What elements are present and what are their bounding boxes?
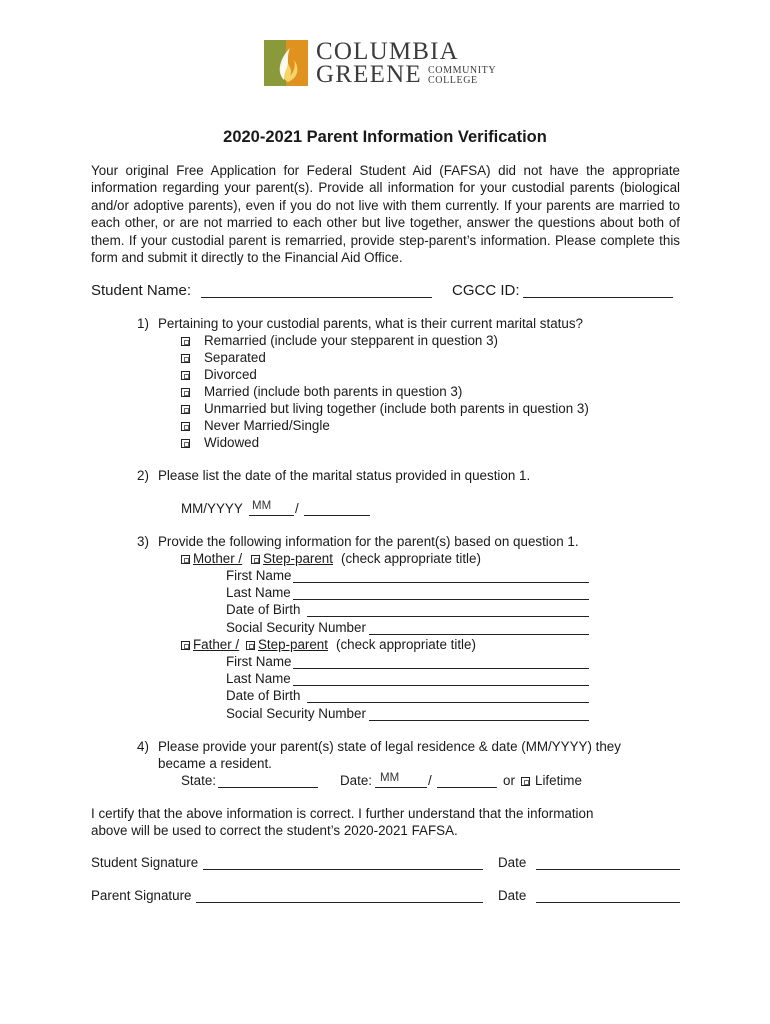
q1-option-remarried: Remarried (include your stepparent in question 3) <box>204 333 499 348</box>
q4-state-label: State: <box>181 773 216 788</box>
mother-label: Mother / <box>193 551 243 566</box>
father-label: Father / <box>193 637 240 652</box>
q1-option-divorced: Divorced <box>204 367 257 382</box>
q1-option-never-married: Never Married/Single <box>204 418 330 433</box>
father-last-name-label: Last Name <box>226 671 291 686</box>
student-date-label: Date <box>498 855 527 870</box>
q4-state-field[interactable] <box>218 787 318 788</box>
q4-text-line1: Please provide your parent(s) state of legal residence & date (MM/YYYY) they <box>158 739 621 754</box>
logo-sub-community: COMMUNITY <box>428 65 497 76</box>
father-ssn-label: Social Security Number <box>226 706 366 721</box>
father-first-name-label: First Name <box>226 654 292 669</box>
mother-last-name-field[interactable] <box>293 599 589 600</box>
mother-dob-field[interactable] <box>307 616 589 617</box>
cgcc-id-field[interactable] <box>523 297 673 298</box>
parent-signature-label: Parent Signature <box>91 888 192 903</box>
mother-first-name-field[interactable] <box>293 582 589 583</box>
q4-lifetime-label: Lifetime <box>535 773 582 788</box>
q3-text: Provide the following information for the parent(s) based on question 1. <box>158 534 579 549</box>
q1-option-unmarried-together: Unmarried but living together (include both parents in question 3) <box>204 401 589 416</box>
q4-lifetime-checkbox[interactable] <box>521 777 530 786</box>
intro-paragraph: Your original Free Application for Federal Student Aid (FAFSA) did not have the appropriate information regarding your parent(s). Provide all information for your custodial parents (biological and/or adoptive parents), even if you do not live with them currently. If your parents are married to each other, or are not married to each other but live together, answer the questions about both of them. If your custodial parent is remarried, provide step-parent’s information. Please complete this form and submit it directly to the Financial Aid Office. <box>91 163 680 266</box>
father-dob-label: Date of Birth <box>226 688 301 703</box>
mother-dob-label: Date of Birth <box>226 602 301 617</box>
q3-number: 3) <box>137 534 149 549</box>
q4-slash: / <box>428 773 432 788</box>
q1-option-separated: Separated <box>204 350 266 365</box>
student-signature-label: Student Signature <box>91 855 199 870</box>
college-logo <box>264 40 504 88</box>
q4-number: 4) <box>137 739 149 754</box>
q4-or-label: or <box>503 773 515 788</box>
mother-last-name-label: Last Name <box>226 585 291 600</box>
q4-month-placeholder: MM <box>380 772 400 784</box>
q2-number: 2) <box>137 468 149 483</box>
q1-checkbox-separated[interactable] <box>181 354 190 363</box>
q1-checkbox-never-married[interactable] <box>181 422 190 431</box>
certify-line2: above will be used to correct the student’s 2020-2021 FAFSA. <box>91 823 458 838</box>
q2-month-field[interactable] <box>249 515 294 516</box>
q2-slash: / <box>295 501 299 516</box>
q2-year-field[interactable] <box>304 515 370 516</box>
mother-ssn-field[interactable] <box>369 634 589 635</box>
student-signature-field[interactable] <box>203 869 483 870</box>
mother-step-parent-checkbox[interactable] <box>251 555 260 564</box>
q4-text-line2: became a resident. <box>158 756 272 771</box>
q4-date-label: Date: <box>340 773 373 788</box>
father-dob-field[interactable] <box>307 702 589 703</box>
logo-sub-college: COLLEGE <box>428 75 478 86</box>
student-name-field[interactable] <box>201 297 432 298</box>
mother-checkbox[interactable] <box>181 555 190 564</box>
q1-number: 1) <box>137 316 149 331</box>
father-ssn-field[interactable] <box>369 720 589 721</box>
q1-option-widowed: Widowed <box>204 435 260 450</box>
q1-checkbox-divorced[interactable] <box>181 371 190 380</box>
q2-format-label: MM/YYYY <box>181 501 243 516</box>
cgcc-id-label: CGCC ID: <box>452 282 520 299</box>
q4-year-field[interactable] <box>437 787 497 788</box>
page-title: 2020-2021 Parent Information Verification <box>223 128 547 146</box>
q2-text: Please list the date of the marital status provided in question 1. <box>158 468 531 483</box>
q1-checkbox-widowed[interactable] <box>181 439 190 448</box>
student-date-field[interactable] <box>536 869 680 870</box>
parent-date-field[interactable] <box>536 902 680 903</box>
q1-text: Pertaining to your custodial parents, what is their current marital status? <box>158 316 583 331</box>
q1-option-married: Married (include both parents in question 3) <box>204 384 463 399</box>
q1-checkbox-unmarried-together[interactable] <box>181 405 190 414</box>
father-last-name-field[interactable] <box>293 685 589 686</box>
father-first-name-field[interactable] <box>293 668 589 669</box>
q2-month-placeholder: MM <box>252 500 272 512</box>
father-check-note: (check appropriate title) <box>336 637 476 652</box>
q1-checkbox-married[interactable] <box>181 388 190 397</box>
q1-checkbox-remarried[interactable] <box>181 337 190 346</box>
father-step-parent-label: Step-parent <box>258 637 328 652</box>
parent-signature-field[interactable] <box>196 902 483 903</box>
student-name-label: Student Name: <box>91 282 192 299</box>
mother-first-name-label: First Name <box>226 568 292 583</box>
father-checkbox[interactable] <box>181 641 190 650</box>
parent-date-label: Date <box>498 888 527 903</box>
logo-line-greene: GREENE <box>316 61 422 88</box>
certify-line1: I certify that the above information is correct. I further understand that the information <box>91 806 594 821</box>
q4-month-field[interactable] <box>375 787 427 788</box>
mother-step-parent-label: Step-parent <box>263 551 333 566</box>
mother-check-note: (check appropriate title) <box>341 551 481 566</box>
father-step-parent-checkbox[interactable] <box>246 641 255 650</box>
mother-ssn-label: Social Security Number <box>226 620 366 635</box>
logo-line-columbia: COLUMBIA <box>316 38 459 65</box>
flame-logo-icon <box>264 40 308 86</box>
